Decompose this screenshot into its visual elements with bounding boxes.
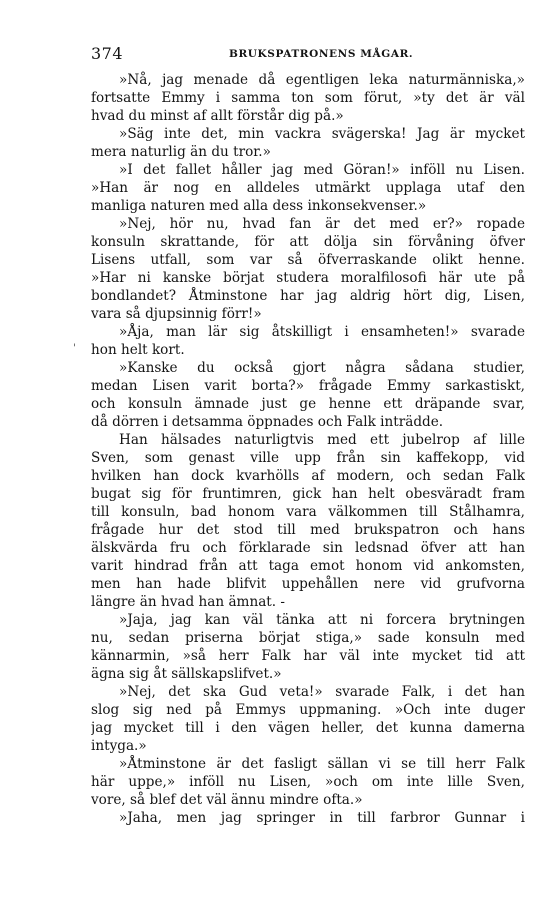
text-line: konsuln skrattande, för att dölja sin förvåning öfver: [91, 234, 525, 250]
text-line: manliga naturen med alla dess inkonsekvenser.»: [91, 198, 427, 214]
text-line: »Han är nog en alldeles utmärkt upplaga utaf den: [91, 180, 525, 196]
text-line: intyga.»: [91, 738, 147, 754]
text-line: nu, sedan priserna börjat stiga,» sade konsuln med: [91, 630, 525, 646]
text-line: »Nå, jag menade då egentligen leka naturmänniska,»: [119, 72, 525, 88]
text-line: »Nej, hör nu, hvad fan är det med er?» ropade: [119, 216, 525, 232]
text-line: hvad du minst af allt förstår dig på.»: [91, 108, 344, 124]
text-line: Sven, som genast ville upp från sin kaffekopp, vid: [91, 450, 525, 466]
text-line: »Jaha, men jag springer in till farbror Gunnar i: [119, 810, 525, 826]
text-line: »Säg inte det, min vackra svägerska! Jag är mycket: [119, 126, 525, 142]
text-line: medan Lisen varit borta?» frågade Emmy sarkastiskt,: [91, 378, 525, 394]
running-title: BRUKSPATRONENS MÅGAR.: [229, 48, 414, 60]
text-line: till konsuln, bad honom vara välkommen till Stålhamra,: [91, 504, 525, 520]
text-line: då dörren i detsamma öppnades och Falk inträdde.: [91, 414, 444, 430]
text-line: slog sig ned på Emmys uppmaning. »Och inte duger: [91, 702, 525, 718]
text-line: »Åtminstone är det fasligt sällan vi se till herr Falk: [119, 756, 525, 772]
text-line: älskvärda fru och förklarade sin ledsnad öfver att han: [91, 540, 525, 556]
body-text: [91, 71, 525, 827]
text-line: »Jaja, jag kan väl tänka att ni forcera brytningen: [119, 612, 525, 628]
text-line: vara så djupsinnig förr!»: [91, 306, 262, 322]
text-line: bondlandet? Åtminstone har jag aldrig hört dig, Lisen,: [91, 288, 525, 304]
text-line: vore, så blef det väl ännu mindre ofta.»: [91, 792, 363, 808]
text-line: »Åja, man lär sig åtskilligt i ensamheten!» svarade: [119, 324, 525, 340]
text-line: hon helt kort.: [91, 342, 185, 358]
text-line: frågade hur det stod till med brukspatron och hans: [91, 522, 525, 538]
text-line: »Nej, det ska Gud veta!» svarade Falk, i det han: [119, 684, 525, 700]
margin-mark: ': [73, 343, 76, 354]
text-line: jag mycket till i den vägen heller, det kunna damerna: [91, 720, 525, 736]
text-line: och konsuln ämnade just ge henne ett dräpande svar,: [91, 396, 525, 412]
text-line: hvilken han dock kvarhölls af modern, och sedan Falk: [91, 468, 525, 484]
text-line: kännarmin, »så herr Falk har väl inte mycket tid att: [91, 648, 525, 664]
text-line: bugat sig för fruntimren, gick han helt obesväradt fram: [91, 486, 525, 502]
text-line: här uppe,» inföll nu Lisen, »och om inte lille Sven,: [91, 774, 525, 790]
text-line: mera naturlig än du tror.»: [91, 144, 271, 160]
text-line: »Har ni kanske börjat studera moralfilosofi här ute på: [91, 270, 525, 286]
text-line: men han hade blifvit uppehållen nere vid grufvorna: [91, 576, 525, 592]
text-line: Lisens utfall, som var så öfverraskande olikt henne.: [91, 252, 525, 268]
text-line: Han hälsades naturligtvis med ett jubelrop af lille: [119, 432, 525, 448]
text-line: »Kanske du också gjort några sådana studier,: [119, 360, 525, 376]
text-line: varit hindrad från att taga emot honom vid ankomsten,: [91, 558, 525, 574]
page-header: [91, 44, 525, 66]
text-line: längre än hvad han ämnat. -: [91, 594, 286, 610]
text-line: »I det fallet håller jag med Göran!» inföll nu Lisen.: [119, 162, 525, 178]
text-line: fortsatte Emmy i samma ton som förut, »ty det är väl: [91, 90, 525, 106]
page-number: 374: [91, 44, 124, 63]
text-line: ägna sig åt sällskapslifvet.»: [91, 666, 282, 682]
